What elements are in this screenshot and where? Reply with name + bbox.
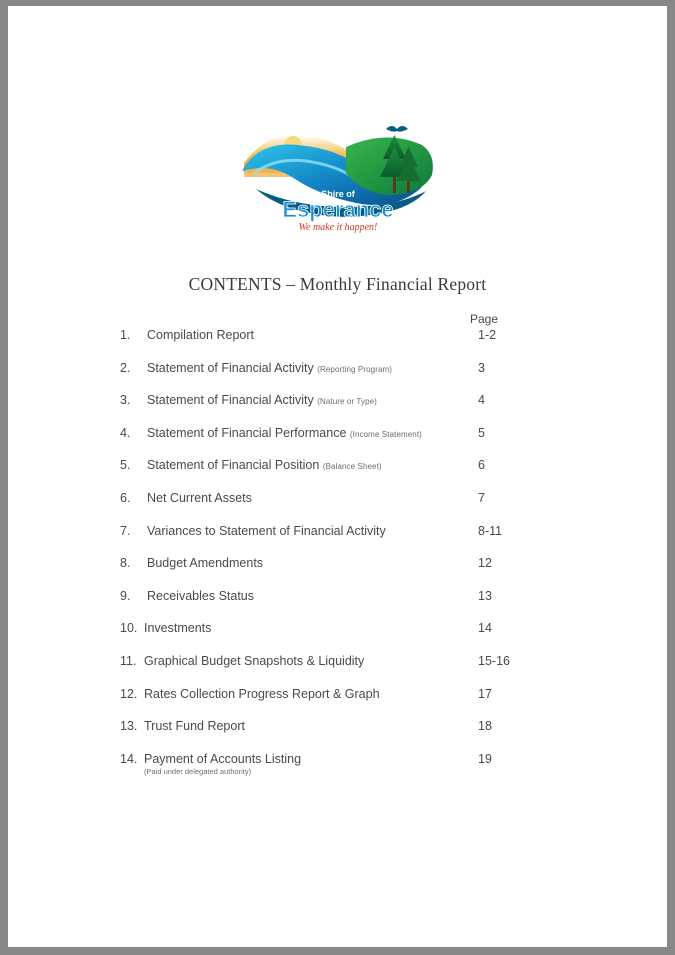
toc-item[interactable] [120, 752, 560, 785]
toc-title: Graphical Budget Snapshots & Liquidity [144, 653, 365, 668]
toc-title: Variances to Statement of Financial Activity [147, 523, 386, 538]
toc-title: Payment of Accounts Listing [144, 751, 302, 766]
shire-of-esperance-logo [236, 111, 440, 236]
logo-main-text: Esperance [281, 197, 394, 222]
toc-page: 5 [478, 425, 485, 440]
toc-item[interactable] [120, 524, 560, 557]
toc-item[interactable] [120, 621, 560, 654]
toc-number: 7. [120, 523, 131, 538]
logo-tagline: We make it happen! [298, 222, 377, 233]
logo-graphic [236, 111, 440, 236]
toc-page: 15-16 [478, 653, 510, 668]
toc-item[interactable] [120, 589, 560, 622]
toc-title: Receivables Status [147, 588, 255, 603]
toc-note: (Paid under delegated authority) [144, 766, 252, 776]
toc-number: 8. [120, 556, 131, 571]
toc-item[interactable] [120, 719, 560, 752]
toc-subtitle: (Reporting Program) [317, 364, 393, 374]
toc-number: 4. [120, 425, 131, 440]
toc-title: Compilation Report [147, 328, 254, 342]
toc-title: Statement of Financial Activity (Reporting Program) [147, 360, 393, 375]
toc-title: Rates Collection Progress Report & Graph [144, 686, 380, 701]
toc-subtitle: (Nature or Type) [317, 397, 377, 407]
toc-number: 2. [120, 360, 131, 375]
toc-number: 5. [120, 458, 131, 473]
logo-top-text: Shire of [320, 189, 355, 199]
toc-page: 18 [478, 719, 492, 734]
toc-title: Trust Fund Report [144, 719, 245, 734]
toc-page: 12 [478, 556, 492, 571]
toc-item[interactable] [120, 426, 560, 459]
toc-number: 12. [120, 686, 138, 701]
toc-item[interactable] [120, 328, 560, 361]
toc-number: 1. [120, 328, 131, 342]
toc-page: 6 [478, 458, 485, 473]
toc-item[interactable] [120, 654, 560, 687]
toc-title: Investments [144, 621, 212, 636]
toc-number: 13. [120, 719, 138, 734]
toc-page: 8-11 [478, 523, 503, 538]
toc-title: Budget Amendments [147, 556, 264, 571]
toc-title: Statement of Financial Position (Balance Sheet) [147, 458, 382, 473]
toc-page: 7 [478, 490, 485, 505]
toc-item[interactable] [120, 491, 560, 524]
toc-subtitle: (Balance Sheet) [322, 462, 382, 472]
toc-number: 14. [120, 751, 138, 766]
page-title: CONTENTS – Monthly Financial Report [188, 274, 487, 294]
toc-number: 6. [120, 490, 131, 505]
toc-page: 1-2 [478, 328, 497, 342]
toc-page: 14 [478, 621, 492, 636]
toc-page: 19 [478, 751, 492, 766]
toc-item[interactable] [120, 687, 560, 720]
toc-item[interactable] [120, 556, 560, 589]
toc-page: 17 [478, 686, 492, 701]
document-page [8, 6, 667, 947]
toc-number: 11. [120, 653, 137, 668]
toc-item[interactable] [120, 393, 560, 426]
toc-page: 4 [478, 393, 485, 408]
page-column-header: Page [470, 312, 499, 326]
toc-title: Statement of Financial Performance (Income Statement) [147, 425, 422, 440]
toc-number: 10. [120, 621, 138, 636]
toc-subtitle: (Income Statement) [349, 429, 422, 439]
toc-page: 13 [478, 588, 492, 603]
toc-title: Statement of Financial Activity (Nature or Type) [147, 393, 377, 408]
toc-number: 3. [120, 393, 131, 408]
toc-page: 3 [478, 360, 485, 375]
toc-item[interactable] [120, 458, 560, 491]
toc-number: 9. [120, 588, 131, 603]
logo-container [8, 111, 667, 236]
toc-title: Net Current Assets [147, 490, 252, 505]
table-of-contents [120, 328, 560, 784]
toc-item[interactable] [120, 361, 560, 394]
